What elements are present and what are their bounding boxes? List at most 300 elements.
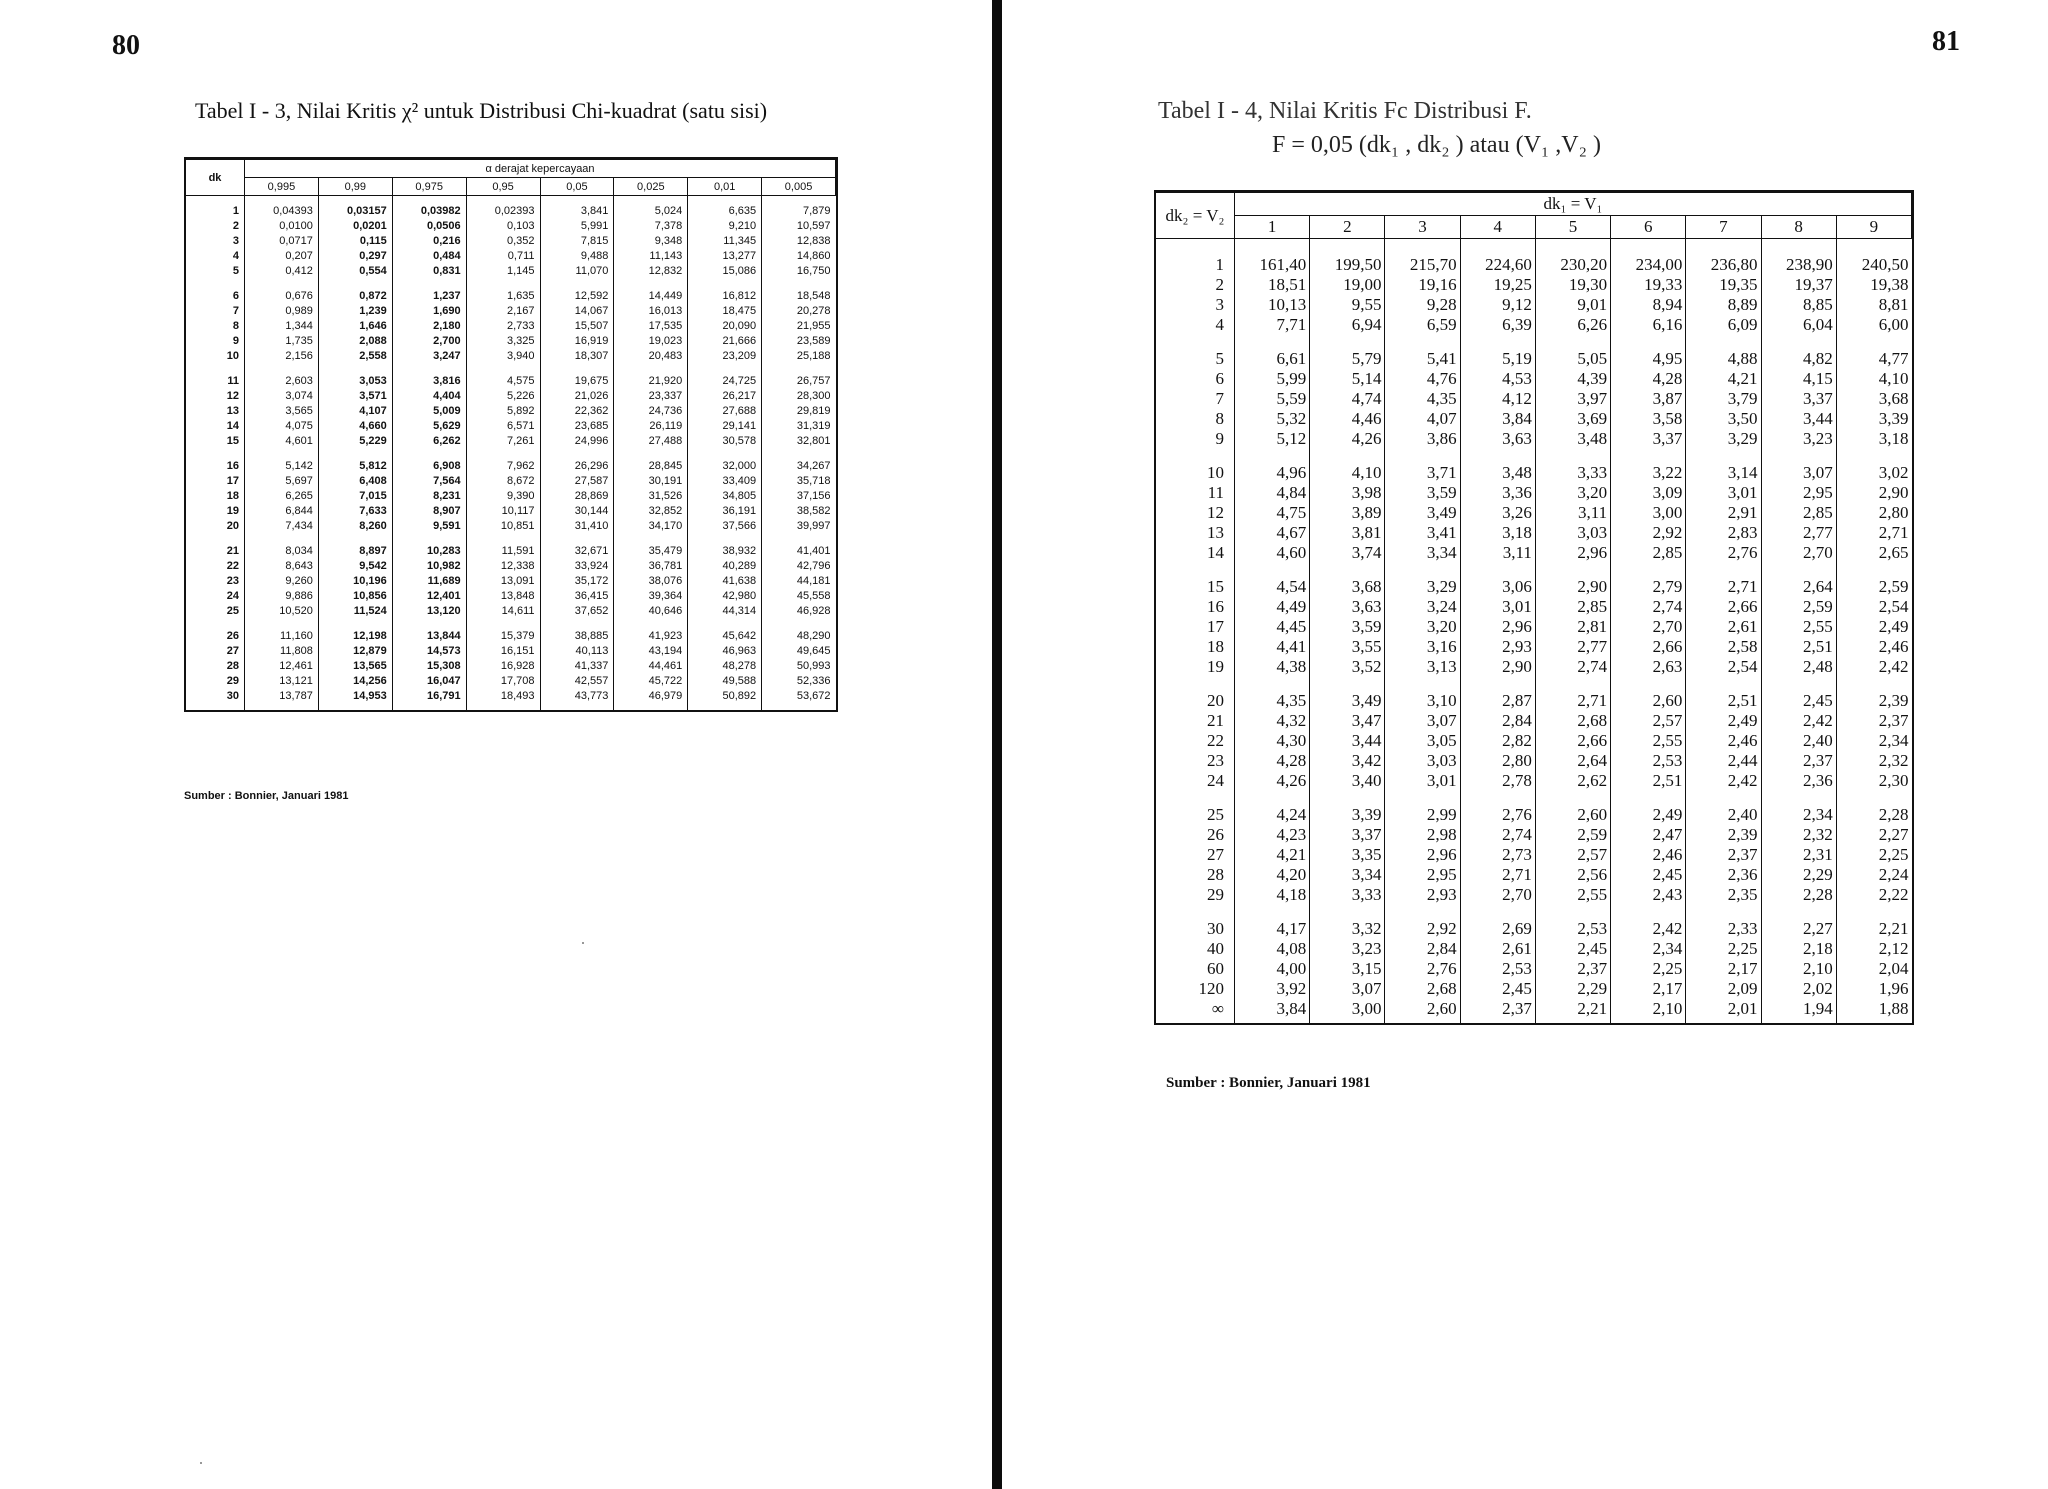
table-cell: 2,34 [1836, 731, 1911, 751]
table-cell: 3,71 [1385, 449, 1460, 483]
table-cell: 6,09 [1686, 315, 1761, 335]
f-distribution-table-body [1156, 239, 1912, 1024]
table-cell: 3,13 [1385, 657, 1460, 677]
table-row [1156, 617, 1912, 637]
table-cell: 3,36 [1460, 483, 1535, 503]
chi-square-table [186, 159, 836, 710]
table-cell: 9,542 [318, 559, 392, 574]
table-cell: 13,787 [245, 689, 319, 710]
table-cell: 41,638 [688, 574, 762, 589]
table-cell: 5,142 [245, 449, 319, 474]
table-cell: 26,757 [762, 364, 836, 389]
row-label: 28 [226, 660, 239, 672]
page-number-right: 81 [1932, 26, 1960, 57]
table-row [1156, 825, 1912, 845]
row-label: 3 [1215, 295, 1224, 314]
table-cell: 8,81 [1836, 295, 1911, 315]
table-cell: 2,69 [1460, 905, 1535, 939]
table-row [1156, 791, 1912, 825]
table-cell: 34,805 [688, 489, 762, 504]
table-cell: 2,42 [1686, 771, 1761, 791]
row-label: 28 [1207, 865, 1224, 884]
table-cell: 2,80 [1836, 503, 1911, 523]
table-cell: 3,00 [1310, 999, 1385, 1023]
table-cell: 3,49 [1310, 677, 1385, 711]
row-label: 24 [226, 590, 239, 602]
table-cell: 2,17 [1611, 979, 1686, 999]
table-cell: 21,955 [762, 319, 836, 334]
table-cell: 2,32 [1836, 751, 1911, 771]
table-cell: 50,892 [688, 689, 762, 710]
table-cell: 48,278 [688, 659, 762, 674]
table-cell: 4,38 [1235, 657, 1310, 677]
table-cell: 31,526 [614, 489, 688, 504]
row-label: 14 [226, 420, 239, 432]
table-cell: 6,262 [392, 434, 466, 449]
table-cell: 8,672 [466, 474, 540, 489]
table-cell: 6,408 [318, 474, 392, 489]
table-cell: 4,35 [1385, 389, 1460, 409]
table-cell: 4,18 [1235, 885, 1310, 905]
table-cell: 2,65 [1836, 543, 1911, 563]
table-cell: 3,63 [1310, 597, 1385, 617]
table-cell: 2,25 [1836, 845, 1911, 865]
table-cell: 2,37 [1686, 845, 1761, 865]
table-cell: 2,92 [1385, 905, 1460, 939]
table-cell: 4,404 [392, 389, 466, 404]
table-row [1156, 409, 1912, 429]
table-cell: 4,32 [1235, 711, 1310, 731]
table-cell: 2,95 [1761, 483, 1836, 503]
table-cell: 16,812 [688, 279, 762, 304]
table-cell: 8,260 [318, 519, 392, 534]
table-cell: 7,434 [245, 519, 319, 534]
column-header-row [186, 178, 836, 196]
table-cell: 2,39 [1686, 825, 1761, 845]
table-cell: 46,979 [614, 689, 688, 710]
table-row [1156, 543, 1912, 563]
table-cell: 2,58 [1686, 637, 1761, 657]
table-cell: 10,856 [318, 589, 392, 604]
row-label: 29 [226, 675, 239, 687]
row-label: 4 [1215, 315, 1224, 334]
table-cell: 2,09 [1686, 979, 1761, 999]
table-cell: 23,685 [540, 419, 614, 434]
table-row [186, 644, 836, 659]
table-cell: 4,075 [245, 419, 319, 434]
table-cell: 3,33 [1310, 885, 1385, 905]
table-cell: 16,791 [392, 689, 466, 710]
table-cell: 19,00 [1310, 275, 1385, 295]
table-cell: 4,07 [1385, 409, 1460, 429]
row-label: 4 [232, 250, 239, 262]
table-cell: 3,32 [1310, 905, 1385, 939]
table-cell: 2,71 [1535, 677, 1610, 711]
table-cell: 18,493 [466, 689, 540, 710]
table-cell: 2,45 [1535, 939, 1610, 959]
table-cell: 2,44 [1686, 751, 1761, 771]
row-label: 10 [226, 350, 239, 362]
table-cell: 2,10 [1611, 999, 1686, 1023]
table-cell: 30,191 [614, 474, 688, 489]
table-cell: 0,03982 [392, 196, 466, 220]
table-cell: 5,79 [1310, 335, 1385, 369]
row-label: 11 [227, 375, 239, 387]
table-cell: 35,718 [762, 474, 836, 489]
row-label: ∞ [1211, 999, 1224, 1018]
table-cell: 5,12 [1235, 429, 1310, 449]
table-row [1156, 845, 1912, 865]
table-cell: 3,23 [1310, 939, 1385, 959]
table-row [186, 434, 836, 449]
table-cell: 0,115 [318, 234, 392, 249]
row-label: 1 [1215, 255, 1224, 274]
table-row [1156, 449, 1912, 483]
table-cell: 3,05 [1385, 731, 1460, 751]
table-cell: 35,479 [614, 534, 688, 559]
table-cell: 3,58 [1611, 409, 1686, 429]
table-cell: 3,86 [1385, 429, 1460, 449]
table-cell: 2,30 [1836, 771, 1911, 791]
table-row [186, 574, 836, 589]
table-cell: 3,59 [1385, 483, 1460, 503]
table-row [186, 364, 836, 389]
table-cell: 3,39 [1836, 409, 1911, 429]
table-cell: 41,401 [762, 534, 836, 559]
column-header: 7 [1686, 216, 1761, 239]
table-row [186, 234, 836, 249]
table-cell: 27,587 [540, 474, 614, 489]
table-cell: 3,41 [1385, 523, 1460, 543]
table-cell: 10,13 [1235, 295, 1310, 315]
table-cell: 4,26 [1235, 771, 1310, 791]
table-cell: 8,231 [392, 489, 466, 504]
table-cell: 2,70 [1460, 885, 1535, 905]
column-header: 0,95 [466, 178, 540, 196]
table-cell: 3,01 [1686, 483, 1761, 503]
dk2-header: dk₂ = V₂ [1156, 193, 1235, 239]
table-cell: 20,090 [688, 319, 762, 334]
table-cell: 23,589 [762, 334, 836, 349]
table-row [186, 604, 836, 619]
table-cell: 4,21 [1686, 369, 1761, 389]
table-row [186, 504, 836, 519]
table-cell: 2,59 [1761, 597, 1836, 617]
table-cell: 2,82 [1460, 731, 1535, 751]
table-cell: 6,844 [245, 504, 319, 519]
table-cell: 4,88 [1686, 335, 1761, 369]
table-cell: 10,982 [392, 559, 466, 574]
table-cell: 3,63 [1460, 429, 1535, 449]
table-cell: 2,57 [1611, 711, 1686, 731]
table-cell: 3,52 [1310, 657, 1385, 677]
table-row [1156, 711, 1912, 731]
table-cell: 2,98 [1385, 825, 1460, 845]
table-cell: 0,711 [466, 249, 540, 264]
table-cell: 12,838 [762, 234, 836, 249]
table-cell: 2,32 [1761, 825, 1836, 845]
column-header: 0,005 [762, 178, 836, 196]
table-cell: 9,348 [614, 234, 688, 249]
table-cell: 2,35 [1686, 885, 1761, 905]
table-cell: 32,671 [540, 534, 614, 559]
table-row [186, 249, 836, 264]
table-cell: 11,345 [688, 234, 762, 249]
table-cell: 44,314 [688, 604, 762, 619]
table-cell: 3,33 [1535, 449, 1610, 483]
table-cell: 3,92 [1235, 979, 1310, 999]
table-cell: 11,591 [466, 534, 540, 559]
table-cell: 2,51 [1611, 771, 1686, 791]
table-cell: 7,71 [1235, 315, 1310, 335]
table-cell: 9,28 [1385, 295, 1460, 315]
table-cell: 3,07 [1761, 449, 1836, 483]
table-cell: 12,198 [318, 619, 392, 644]
table-cell: 2,53 [1460, 959, 1535, 979]
table-cell: 2,49 [1836, 617, 1911, 637]
table-cell: 0,352 [466, 234, 540, 249]
table-row [1156, 771, 1912, 791]
table-cell: 3,18 [1460, 523, 1535, 543]
table-row [1156, 677, 1912, 711]
row-label: 30 [226, 690, 239, 702]
table-cell: 37,156 [762, 489, 836, 504]
table-cell: 16,750 [762, 264, 836, 279]
table-cell: 2,71 [1836, 523, 1911, 543]
table-cell: 44,461 [614, 659, 688, 674]
table-cell: 3,87 [1611, 389, 1686, 409]
table-cell: 11,070 [540, 264, 614, 279]
table-cell: 19,38 [1836, 275, 1911, 295]
table-cell: 23,337 [614, 389, 688, 404]
table-cell: 4,20 [1235, 865, 1310, 885]
left-page [0, 0, 992, 1489]
table-cell: 9,488 [540, 249, 614, 264]
table-cell: 2,46 [1686, 731, 1761, 751]
table-cell: 3,14 [1686, 449, 1761, 483]
table-cell: 2,90 [1460, 657, 1535, 677]
row-label: 25 [1207, 805, 1224, 824]
table-cell: 2,02 [1761, 979, 1836, 999]
table-row [186, 404, 836, 419]
table-cell: 2,33 [1686, 905, 1761, 939]
table-cell: 14,573 [392, 644, 466, 659]
table-cell: 3,01 [1385, 771, 1460, 791]
table-cell: 38,582 [762, 504, 836, 519]
table-row [1156, 483, 1912, 503]
table-cell: 30,144 [540, 504, 614, 519]
table-cell: 2,76 [1460, 791, 1535, 825]
table-cell: 32,000 [688, 449, 762, 474]
table-cell: 2,73 [1460, 845, 1535, 865]
chi-square-symbol: χ² [401, 98, 419, 123]
table-cell: 6,635 [688, 196, 762, 220]
table-cell: 11,160 [245, 619, 319, 644]
table-cell: 2,96 [1385, 845, 1460, 865]
table-cell: 2,25 [1686, 939, 1761, 959]
table-cell: 3,29 [1686, 429, 1761, 449]
table-cell: 2,85 [1761, 503, 1836, 523]
alpha-header: α derajat kepercayaan [245, 160, 836, 178]
table-cell: 2,22 [1836, 885, 1911, 905]
table-cell: 15,308 [392, 659, 466, 674]
table-cell: 14,449 [614, 279, 688, 304]
row-label: 9 [232, 335, 239, 347]
table-cell: 2,74 [1460, 825, 1535, 845]
table-cell: 26,296 [540, 449, 614, 474]
table-cell: 13,121 [245, 674, 319, 689]
table-cell: 31,319 [762, 419, 836, 434]
table-cell: 2,54 [1686, 657, 1761, 677]
table-cell: 7,879 [762, 196, 836, 220]
table-cell: 4,28 [1611, 369, 1686, 389]
table-cell: 0,412 [245, 264, 319, 279]
table-cell: 41,337 [540, 659, 614, 674]
table-cell: 2,42 [1611, 905, 1686, 939]
row-label: 18 [1207, 637, 1224, 656]
table-cell: 13,091 [466, 574, 540, 589]
row-label: 21 [1207, 711, 1224, 730]
table-cell: 2,74 [1611, 597, 1686, 617]
table-cell: 3,22 [1611, 449, 1686, 483]
table-cell: 7,815 [540, 234, 614, 249]
table-cell: 2,49 [1611, 791, 1686, 825]
book-gutter [992, 0, 1002, 1489]
table-cell: 2,36 [1686, 865, 1761, 885]
table-cell: 40,289 [688, 559, 762, 574]
table-cell: 6,39 [1460, 315, 1535, 335]
table-cell: 21,666 [688, 334, 762, 349]
column-header: 0,025 [614, 178, 688, 196]
table-cell: 3,06 [1460, 563, 1535, 597]
row-label: 7 [232, 305, 239, 317]
table-cell: 19,37 [1761, 275, 1836, 295]
table-cell: 0,216 [392, 234, 466, 249]
table-cell: 22,362 [540, 404, 614, 419]
table-cell: 4,17 [1235, 905, 1310, 939]
table-row [1156, 979, 1912, 999]
table-cell: 40,113 [540, 644, 614, 659]
table-cell: 2,45 [1460, 979, 1535, 999]
table-row [1156, 865, 1912, 885]
scan-speck [582, 942, 584, 944]
table-cell: 16,928 [466, 659, 540, 674]
table-cell: 4,24 [1235, 791, 1310, 825]
table-cell: 3,42 [1310, 751, 1385, 771]
table-cell: 2,60 [1385, 999, 1460, 1023]
table-cell: 9,591 [392, 519, 466, 534]
table-cell: 49,645 [762, 644, 836, 659]
table-cell: 2,85 [1535, 597, 1610, 617]
table-3-title-prefix: Tabel I - 3, Nilai Kritis [195, 98, 402, 123]
row-label: 25 [226, 605, 239, 617]
table-cell: 3,10 [1385, 677, 1460, 711]
table-cell: 3,48 [1460, 449, 1535, 483]
row-label: 12 [1207, 503, 1224, 522]
table-cell: 0,02393 [466, 196, 540, 220]
table-row [1156, 959, 1912, 979]
table-cell: 3,37 [1761, 389, 1836, 409]
table-cell: 6,00 [1836, 315, 1911, 335]
table-cell: 34,170 [614, 519, 688, 534]
table-cell: 2,53 [1535, 905, 1610, 939]
table-cell: 4,107 [318, 404, 392, 419]
table-cell: 46,928 [762, 604, 836, 619]
table-cell: 6,571 [466, 419, 540, 434]
table-cell: 16,047 [392, 674, 466, 689]
table-cell: 16,151 [466, 644, 540, 659]
table-cell: 18,51 [1235, 275, 1310, 295]
table-cell: 5,14 [1310, 369, 1385, 389]
table-cell: 4,60 [1235, 543, 1310, 563]
table-cell: 10,283 [392, 534, 466, 559]
row-label: 11 [1207, 483, 1224, 502]
table-cell: 7,633 [318, 504, 392, 519]
table-cell: 29,819 [762, 404, 836, 419]
table-cell: 2,61 [1460, 939, 1535, 959]
table-cell: 2,92 [1611, 523, 1686, 543]
table-cell: 3,074 [245, 389, 319, 404]
row-label: 20 [226, 520, 239, 532]
table-cell: 2,558 [318, 349, 392, 364]
table-cell: 3,98 [1310, 483, 1385, 503]
table-4-formula: F = 0,05 (dk₁ , dk₂ ) atau (V₁ ,V₂ ) [1272, 132, 1601, 158]
row-label: 8 [1215, 409, 1224, 428]
table-cell: 5,892 [466, 404, 540, 419]
table-cell: 3,97 [1535, 389, 1610, 409]
table-cell: 5,697 [245, 474, 319, 489]
table-cell: 2,10 [1761, 959, 1836, 979]
table-cell: 1,239 [318, 304, 392, 319]
table-cell: 6,908 [392, 449, 466, 474]
table-cell: 19,023 [614, 334, 688, 349]
table-cell: 30,578 [688, 434, 762, 449]
table-row [1156, 315, 1912, 335]
table-cell: 24,736 [614, 404, 688, 419]
table-cell: 49,588 [688, 674, 762, 689]
table-cell: 48,290 [762, 619, 836, 644]
table-row [1156, 657, 1912, 677]
row-label: 27 [1207, 845, 1224, 864]
table-cell: 4,45 [1235, 617, 1310, 637]
table-cell: 1,94 [1761, 999, 1836, 1023]
table-cell: 14,067 [540, 304, 614, 319]
table-cell: 3,79 [1686, 389, 1761, 409]
table-cell: 39,997 [762, 519, 836, 534]
table-row [1156, 369, 1912, 389]
table-cell: 2,46 [1611, 845, 1686, 865]
table-cell: 5,991 [540, 219, 614, 234]
table-cell: 2,53 [1611, 751, 1686, 771]
table-cell: 6,04 [1761, 315, 1836, 335]
dk-header: dk [186, 160, 245, 196]
table-cell: 4,54 [1235, 563, 1310, 597]
table-cell: 7,962 [466, 449, 540, 474]
row-label: 16 [226, 460, 239, 472]
table-cell: 2,84 [1460, 711, 1535, 731]
table-cell: 18,548 [762, 279, 836, 304]
table-cell: 2,37 [1460, 999, 1535, 1023]
row-label: 29 [1207, 885, 1224, 904]
table-cell: 2,99 [1385, 791, 1460, 825]
scan-speck [200, 1462, 202, 1464]
table-row [1156, 503, 1912, 523]
table-cell: 3,02 [1836, 449, 1911, 483]
table-cell: 2,39 [1836, 677, 1911, 711]
table-cell: 3,940 [466, 349, 540, 364]
row-label: 9 [1215, 429, 1224, 448]
table-cell: 20,278 [762, 304, 836, 319]
